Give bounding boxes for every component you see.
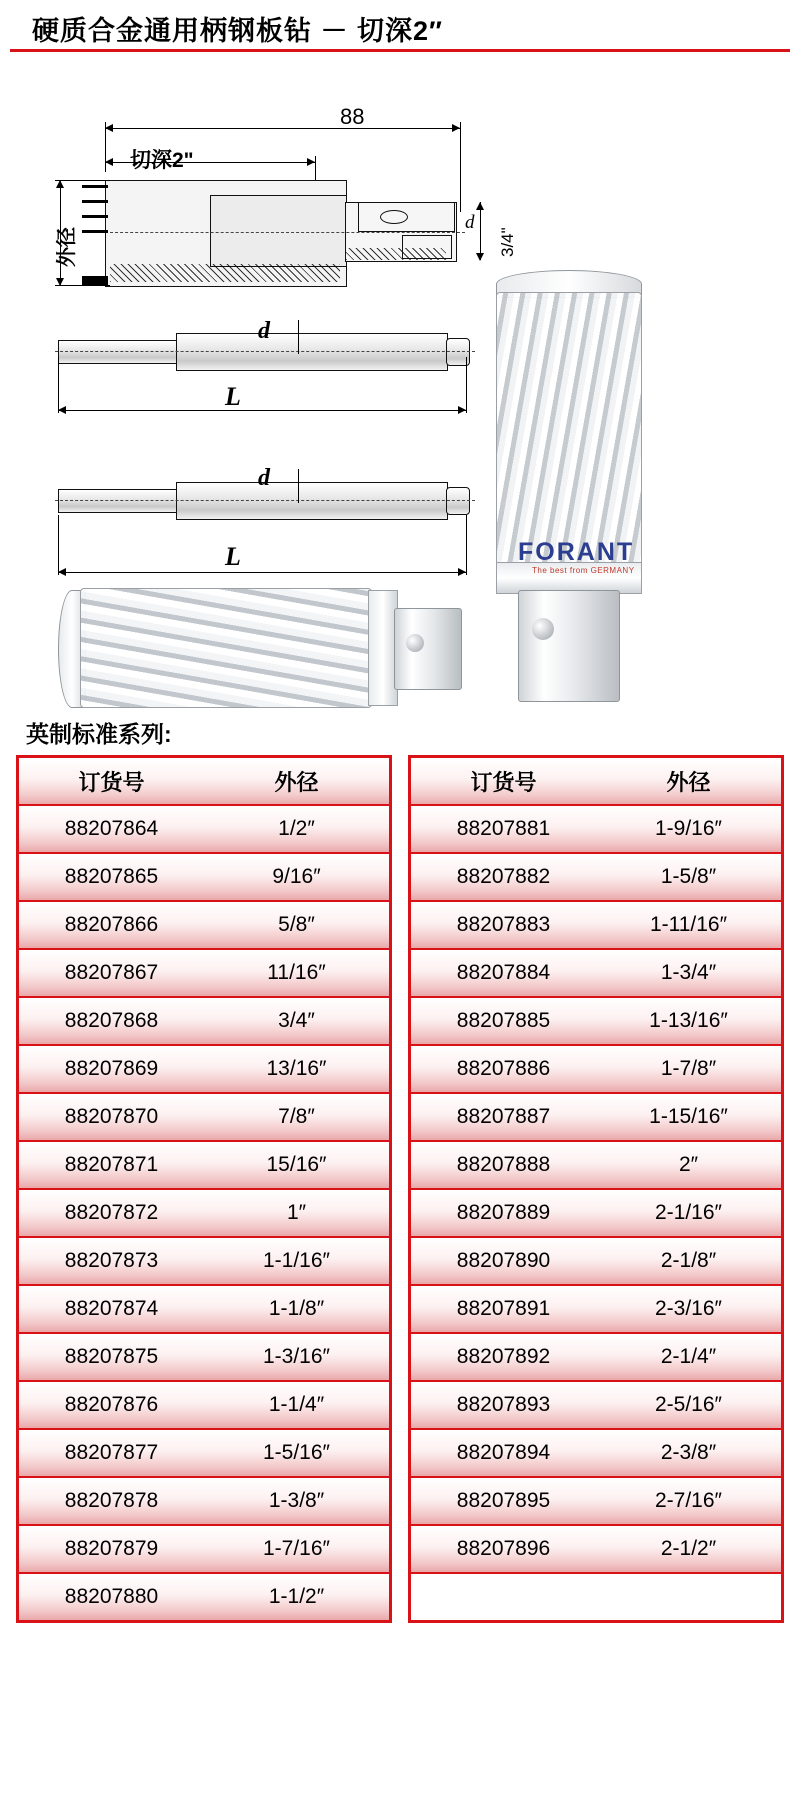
center-line-top-view — [105, 232, 465, 233]
dim-label-88: 88 — [340, 104, 365, 129]
cell-outer-dia: 2-7/16″ — [596, 1477, 781, 1525]
spec-table-left — [19, 758, 389, 1620]
cell-order-no: 88207893 — [411, 1381, 596, 1429]
dim-arrow-up-outer-dia — [56, 180, 64, 188]
table-row — [19, 901, 389, 949]
shank-view-bot-tip — [58, 489, 178, 513]
table-row — [19, 1285, 389, 1333]
cell-order-no: 88207871 — [19, 1141, 204, 1189]
cutter-shank-vertical — [518, 590, 620, 702]
table-row — [411, 1429, 781, 1477]
table-row — [411, 901, 781, 949]
flute-tick-3 — [82, 215, 108, 218]
column-header-order-no: 订货号 — [19, 758, 204, 805]
table-row — [19, 853, 389, 901]
table-row — [411, 1525, 781, 1573]
cell-order-no: 88207883 — [411, 901, 596, 949]
section-hatch-bottom — [110, 264, 340, 282]
dim-line-88 — [105, 128, 460, 129]
shank-detail-ellipse — [380, 210, 408, 224]
table-row — [19, 949, 389, 997]
brand-name: FORANT — [518, 538, 635, 566]
cell-order-no: 88207880 — [19, 1573, 204, 1620]
cell-order-no: 88207864 — [19, 805, 204, 853]
table-row — [19, 1573, 389, 1620]
ext-line-right-88 — [460, 122, 461, 212]
table-row — [19, 1237, 389, 1285]
table-row — [19, 1477, 389, 1525]
table-header-row — [19, 758, 389, 805]
cell-outer-dia: 1-9/16″ — [596, 805, 781, 853]
shank-view-bot-end — [446, 487, 470, 515]
table-row-empty — [411, 1573, 781, 1620]
dim-label-bot-L: L — [225, 542, 241, 571]
table-row — [411, 853, 781, 901]
cell-outer-dia: 1-13/16″ — [596, 997, 781, 1045]
cell-order-no: 88207888 — [411, 1141, 596, 1189]
cell-order-no: 88207882 — [411, 853, 596, 901]
cell-outer-dia: 1-3/16″ — [204, 1333, 389, 1381]
cell-outer-dia: 1-7/16″ — [204, 1525, 389, 1573]
cell-order-no: 88207881 — [411, 805, 596, 853]
center-line-bot-view — [55, 500, 475, 501]
dim-arrow-right-88 — [452, 124, 460, 132]
cell-outer-dia: 1-1/16″ — [204, 1237, 389, 1285]
column-header-order-no: 订货号 — [411, 758, 596, 805]
ext-line-bottom-outer-dia — [55, 285, 110, 286]
dim-arrow-down-hex — [476, 253, 484, 261]
cell-outer-dia: 2-5/16″ — [596, 1381, 781, 1429]
dim-arrow-right-depth — [307, 158, 315, 166]
table-row — [411, 949, 781, 997]
dim-line-mid-L — [58, 410, 466, 411]
table-row — [19, 1141, 389, 1189]
cell-empty — [411, 1573, 596, 1620]
spec-table-right — [411, 758, 781, 1620]
cell-order-no: 88207866 — [19, 901, 204, 949]
cell-order-no: 88207872 — [19, 1189, 204, 1237]
cell-outer-dia: 2-1/2″ — [596, 1525, 781, 1573]
spec-table-right-wrapper — [408, 755, 784, 1623]
shank-flat-hole-horizontal — [406, 634, 424, 652]
table-row — [411, 1237, 781, 1285]
table-row — [411, 1381, 781, 1429]
ext-line-left-bot-L — [58, 515, 59, 575]
page-title: 硬质合金通用柄钢板钻 － 切深2″ — [32, 16, 443, 46]
cell-outer-dia: 5/8″ — [204, 901, 389, 949]
center-line-mid-view — [55, 351, 475, 352]
cell-outer-dia: 1-3/4″ — [596, 949, 781, 997]
cell-order-no: 88207891 — [411, 1285, 596, 1333]
cell-outer-dia: 1-5/16″ — [204, 1429, 389, 1477]
table-row — [411, 1189, 781, 1237]
page-title-bar — [10, 8, 790, 52]
cell-order-no: 88207868 — [19, 997, 204, 1045]
cell-order-no: 88207887 — [411, 1093, 596, 1141]
cell-outer-dia: 1-1/8″ — [204, 1285, 389, 1333]
cell-outer-dia: 1-3/8″ — [204, 1477, 389, 1525]
cell-outer-dia: 1-11/16″ — [596, 901, 781, 949]
dim-label-shank-d: d — [465, 212, 475, 233]
dim-label-hex: 3/4" — [498, 227, 517, 257]
dim-line-bot-L — [58, 572, 466, 573]
dim-label-depth: 切深2" — [130, 149, 194, 172]
table-row — [411, 997, 781, 1045]
table-row — [19, 1189, 389, 1237]
cell-outer-dia: 2″ — [596, 1141, 781, 1189]
spec-tables — [10, 755, 790, 1623]
flute-tick-4 — [82, 230, 108, 233]
dim-arrow-left-bot-L — [58, 568, 66, 576]
shank-detail-slot — [402, 235, 452, 259]
flute-tick-2 — [82, 200, 108, 203]
table-header-row — [411, 758, 781, 805]
table-row — [19, 1525, 389, 1573]
cell-order-no: 88207892 — [411, 1333, 596, 1381]
table-row — [19, 1429, 389, 1477]
cell-order-no: 88207876 — [19, 1381, 204, 1429]
product-photo-vertical — [488, 270, 648, 712]
cell-order-no: 88207895 — [411, 1477, 596, 1525]
cell-order-no: 88207867 — [19, 949, 204, 997]
dim-arrow-left-88 — [105, 124, 113, 132]
cutter-flutes-horizontal — [80, 588, 372, 708]
dim-arrow-up-hex — [476, 202, 484, 210]
cell-order-no: 88207870 — [19, 1093, 204, 1141]
cell-order-no: 88207885 — [411, 997, 596, 1045]
cell-outer-dia: 2-3/16″ — [596, 1285, 781, 1333]
cell-outer-dia: 1″ — [204, 1189, 389, 1237]
table-row — [19, 805, 389, 853]
table-row — [411, 1045, 781, 1093]
cell-outer-dia: 1-1/2″ — [204, 1573, 389, 1620]
cell-order-no: 88207890 — [411, 1237, 596, 1285]
dim-arrow-right-mid-L — [458, 406, 466, 414]
cell-outer-dia: 2-1/4″ — [596, 1333, 781, 1381]
shank-flat-hole — [532, 618, 554, 640]
cutter-shank-horizontal — [394, 608, 462, 690]
cell-outer-dia: 1/2″ — [204, 805, 389, 853]
dim-label-mid-d: d — [258, 318, 270, 344]
cell-outer-dia: 1-15/16″ — [596, 1093, 781, 1141]
ext-line-left-mid-L — [58, 357, 59, 413]
cell-empty — [596, 1573, 781, 1620]
table-row — [411, 1093, 781, 1141]
product-photo-horizontal — [58, 582, 458, 712]
ext-line-top-outer-dia — [55, 180, 110, 181]
ext-line-right-mid-L — [466, 357, 467, 413]
table-row — [411, 1141, 781, 1189]
column-header-outer-dia: 外径 — [204, 758, 389, 805]
cell-outer-dia: 1-5/8″ — [596, 853, 781, 901]
cell-order-no: 88207878 — [19, 1477, 204, 1525]
dim-label-outer-dia: 外径 — [56, 227, 78, 267]
cell-order-no: 88207869 — [19, 1045, 204, 1093]
cutter-flutes-vertical — [496, 292, 642, 574]
cell-outer-dia: 2-3/8″ — [596, 1429, 781, 1477]
ext-line-right-bot-L — [466, 515, 467, 575]
table-row — [411, 1333, 781, 1381]
cell-outer-dia: 11/16″ — [204, 949, 389, 997]
brand-tagline: The best from GERMANY — [532, 566, 635, 575]
table-row — [19, 997, 389, 1045]
cell-outer-dia: 2-1/16″ — [596, 1189, 781, 1237]
table-row — [19, 1093, 389, 1141]
dim-arrow-left-mid-L — [58, 406, 66, 414]
dim-line-hex — [480, 202, 481, 260]
dim-arrow-left-depth — [105, 158, 113, 166]
cell-outer-dia: 3/4″ — [204, 997, 389, 1045]
ext-line-bot-d — [298, 469, 299, 503]
cell-outer-dia: 2-1/8″ — [596, 1237, 781, 1285]
shank-view-bot-body — [176, 482, 448, 520]
cell-order-no: 88207886 — [411, 1045, 596, 1093]
ext-line-mid-d — [298, 320, 299, 354]
cell-order-no: 88207865 — [19, 853, 204, 901]
table-row — [19, 1381, 389, 1429]
cell-order-no: 88207896 — [411, 1525, 596, 1573]
cell-outer-dia: 1-7/8″ — [596, 1045, 781, 1093]
cell-outer-dia: 15/16″ — [204, 1141, 389, 1189]
dim-label-mid-L: L — [225, 382, 241, 411]
cell-order-no: 88207889 — [411, 1189, 596, 1237]
table-row — [19, 1045, 389, 1093]
cell-outer-dia: 7/8″ — [204, 1093, 389, 1141]
shank-view-mid-tip — [58, 340, 178, 364]
cell-order-no: 88207873 — [19, 1237, 204, 1285]
cutter-section-core — [210, 195, 347, 267]
table-row — [411, 1477, 781, 1525]
table-row — [411, 805, 781, 853]
cell-outer-dia: 9/16″ — [204, 853, 389, 901]
table-row — [411, 1285, 781, 1333]
shank-view-mid-body — [176, 333, 448, 371]
cell-order-no: 88207875 — [19, 1333, 204, 1381]
dim-label-bot-d: d — [258, 465, 270, 491]
series-title: 英制标准系列: — [26, 721, 172, 747]
cell-outer-dia: 13/16″ — [204, 1045, 389, 1093]
column-header-outer-dia: 外径 — [596, 758, 781, 805]
cell-order-no: 88207894 — [411, 1429, 596, 1477]
dim-arrow-right-bot-L — [458, 568, 466, 576]
spec-table-left-wrapper — [16, 755, 392, 1623]
cell-order-no: 88207884 — [411, 949, 596, 997]
cell-order-no: 88207874 — [19, 1285, 204, 1333]
technical-drawing — [10, 52, 790, 712]
flute-tick-1 — [82, 185, 108, 188]
cell-order-no: 88207877 — [19, 1429, 204, 1477]
table-row — [19, 1333, 389, 1381]
cell-outer-dia: 1-1/4″ — [204, 1381, 389, 1429]
cell-order-no: 88207879 — [19, 1525, 204, 1573]
